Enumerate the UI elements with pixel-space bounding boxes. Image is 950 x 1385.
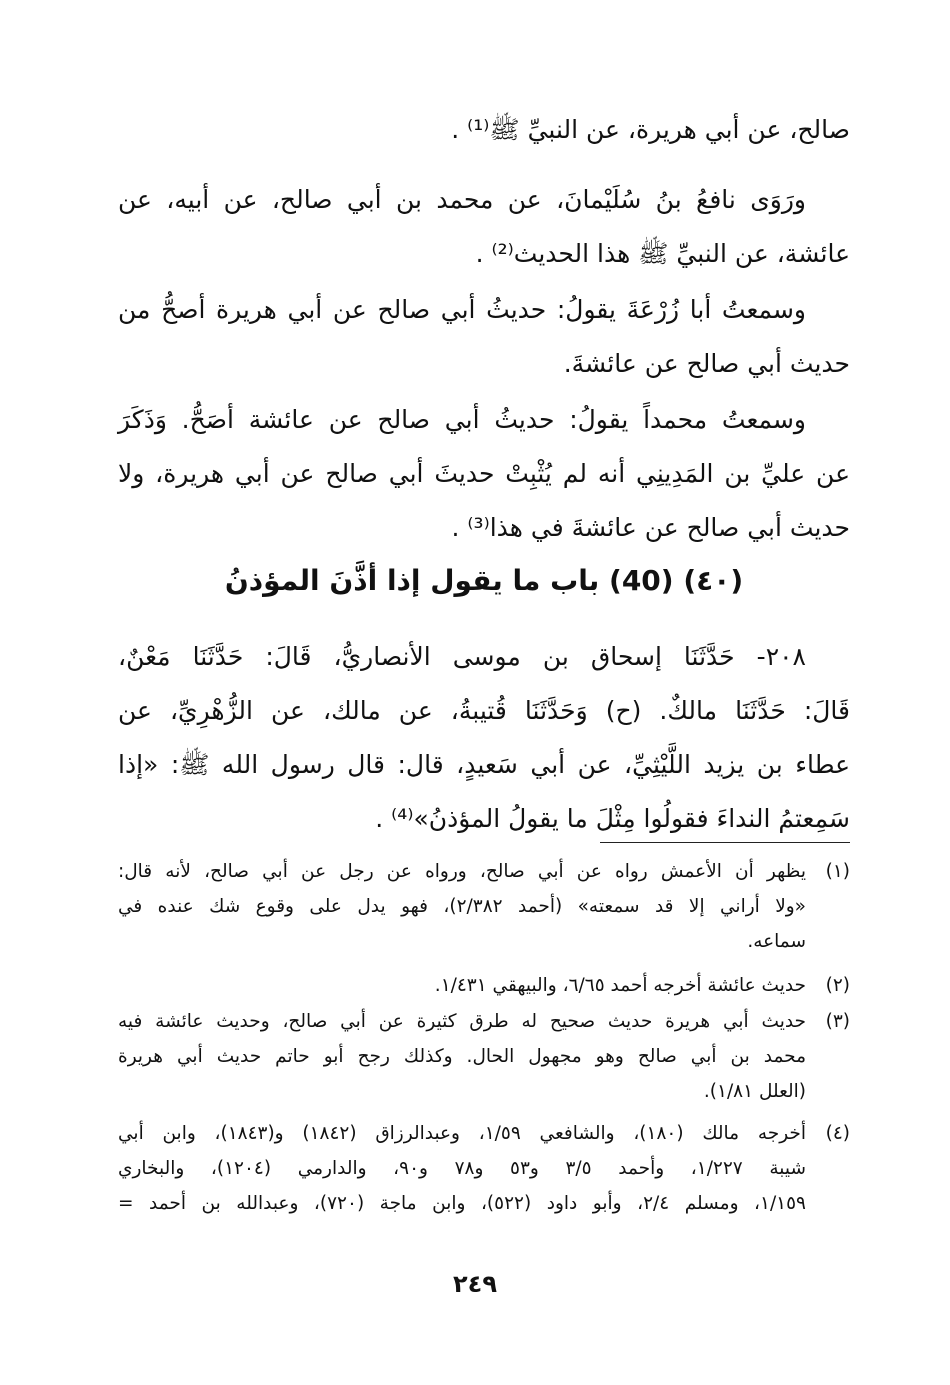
footnote-number: (١) — [825, 861, 850, 882]
paragraph-4 — [118, 393, 850, 555]
paragraph-line: عن عليِّ بن المَدِينِي أنه لم يُثْبِتْ حديثَ أبي صالح عن أبي هريرة، ولا — [118, 459, 850, 488]
footnote-line: (١)يظهر أن الأعمش رواه عن أبي صالح، ورواه عن رجل عن أبي صالح، لأنه قال: — [118, 854, 850, 889]
paragraph-1 — [118, 103, 850, 157]
footnote-line: شيبة ١/٢٢٧، وأحمد ٣/٥ و٥٣ و٧٨ و٩٠، والدارمي (١٢٠٤)، والبخاري — [118, 1158, 806, 1179]
chapter-heading: (٤٠) (40) باب ما يقول إذا أذَّنَ المؤذنُ — [224, 564, 744, 597]
footnote-line: (٤)أخرجه مالك (١٨٠)، والشافعي ١/٥٩، وعبدالرزاق (١٨٤٢) و(١٨٤٣)، وابن أبي — [118, 1116, 850, 1151]
paragraph-2 — [118, 173, 850, 281]
footnote-1 — [118, 854, 850, 959]
paragraph-line: وسمعتُ أبا زُرْعَةَ يقولُ: حديثُ أبي صالح عن أبي هريرة أصحُّ من — [118, 295, 806, 324]
page-number: ٢٤٩ — [453, 1270, 497, 1298]
paragraph-line: حديث أبي صالح عن عائشةَ. — [563, 349, 850, 378]
footnote-separator — [600, 842, 850, 843]
paragraph-line: حديث أبي صالح عن عائشةَ في هذا⁽³⁾ . — [451, 513, 850, 542]
hadith-line: سَمِعتمُ النداءَ فقولُوا مِثْلَ ما يقولُ المؤذنُ»⁽⁴⁾ . — [375, 804, 850, 833]
hadith-line: ٢٠٨- حَدَّثَنَا إسحاق بن موسى الأنصاريُّ، قَالَ: حَدَّثَنَا مَعْنٌ، — [118, 642, 806, 671]
footnote-line: (العلل ١/٨١). — [703, 1081, 806, 1102]
footnote-3 — [118, 1004, 850, 1109]
paragraph-line: صالح، عن أبي هريرة، عن النبيِّ ﷺ⁽¹⁾ . — [451, 115, 850, 144]
paragraph-line: عائشة، عن النبيِّ ﷺ هذا الحديث⁽²⁾ . — [475, 239, 850, 268]
footnote-line: ١/١٥٩، ومسلم ٢/٤، وأبو داود (٥٢٢)، وابن ماجة (٧٢٠)، وعبدالله بن أحمد = — [118, 1193, 806, 1214]
hadith-paragraph — [118, 630, 850, 846]
footnote-line: محمد بن أبي صالح وهو مجهول الحال. وكذلك رجح أبو حاتم حديث أبي هريرة — [118, 1046, 806, 1067]
hadith-line: قَالَ: حَدَّثَنَا مالكٌ. (ح) وَحَدَّثَنَا قُتيبةُ، عن مالك، عن الزُّهْرِيِّ، عن — [118, 696, 850, 725]
footnote-line: «ولا أراني إلا قد سمعته» (أحمد ٢/٣٨٢)، فهو يدل على وقوع شك عنده في — [118, 896, 806, 917]
footnote-number: (٢) — [825, 975, 850, 996]
footnote-line: سماعه. — [747, 931, 806, 952]
paragraph-3 — [118, 283, 850, 391]
paragraph-line: وسمعتُ محمداً يقولُ: حديثُ أبي صالح عن عائشة أصَحُّ. وَذَكَرَ — [118, 405, 806, 434]
paragraph-line: ورَوَى نافعُ بنُ سُلَيْمانَ، عن محمد بن أبي صالح، عن أبيه، عن — [118, 185, 806, 214]
footnote-number: (٤) — [825, 1123, 850, 1144]
footnote-line: (٣)حديث أبي هريرة حديث صحيح له طرق كثيرة عن أبي صالح، وحديث عائشة فيه — [118, 1004, 850, 1039]
footnote-number: (٣) — [825, 1011, 850, 1032]
footnote-line: (٢)حديث عائشة أخرجه أحمد ٦/٦٥، والبيهقي ١/٤٣١. — [118, 968, 850, 1003]
footnote-4 — [118, 1116, 850, 1221]
hadith-line: عطاء بن يزيد اللَّيْثِيِّ، عن أبي سَعيدٍ، قال: قال رسول الله ﷺ: «إذا — [118, 750, 850, 779]
footnote-2 — [118, 968, 850, 1003]
